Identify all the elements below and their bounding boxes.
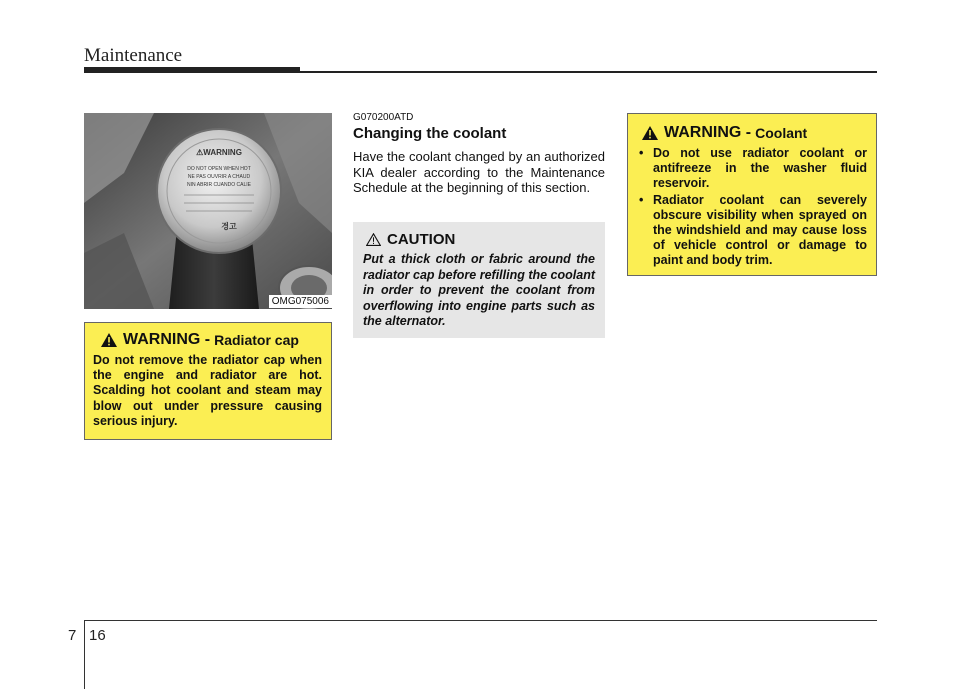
page-number: 16: [89, 627, 106, 644]
warning-coolant-list: [636, 146, 867, 268]
list-item: • Radiator coolant can severely obscure visibility when sprayed on the windshield and may cause loss of vehicle control or damage to paint and body trim.: [636, 193, 867, 268]
caution-box: [353, 222, 605, 338]
caution-text: Put a thick cloth or fabric around the radiator cap before refilling the coolant in order to prevent the coolant from overflowing into engine parts such as the alternator.: [363, 252, 595, 328]
warning-coolant-box: [627, 113, 877, 276]
cap-label-line-1: ⚠WARNING: [196, 148, 242, 157]
header-rule-thin: [300, 71, 877, 73]
footer-divider: [84, 620, 85, 689]
warning-radiator-cap-box: [84, 322, 332, 440]
caution-triangle-icon: [366, 233, 381, 246]
cap-label-line-4: NIN ABRIR CUANDO CALIE: [187, 182, 251, 188]
cap-korean-label: 경고: [221, 222, 237, 231]
warning-triangle-icon: [101, 333, 117, 347]
photo-caption: OMG075006: [269, 295, 332, 308]
warning-label: WARNING -: [123, 331, 211, 348]
caution-label: CAUTION: [387, 231, 456, 248]
radiator-cap-photo: [84, 113, 332, 309]
radiator-cap-illustration: [84, 113, 332, 309]
section-code: G070200ATD: [353, 112, 414, 123]
warning-label: WARNING -: [664, 124, 752, 141]
footer-rule: [84, 620, 877, 621]
cap-label-line-3: NE PAS OUVRIR A CHAUD: [187, 174, 251, 180]
section-body: Have the coolant changed by an authorized KIA dealer according to the Maintenance Schedule at the beginning of this section.: [353, 149, 605, 196]
page-header-title: Maintenance: [84, 45, 183, 66]
warning-subject: Coolant: [755, 125, 808, 141]
header-rule-thick: [84, 67, 300, 73]
warning-subject: Radiator cap: [214, 332, 299, 348]
section-title: Changing the coolant: [353, 125, 507, 142]
list-item: • Do not use radiator coolant or antifreeze in the washer fluid reservoir.: [636, 146, 867, 191]
warning-triangle-icon: [642, 126, 658, 140]
chapter-number: 7: [68, 627, 77, 644]
warning-radiator-text: Do not remove the radiator cap when the engine and radiator are hot. Scalding hot coolant and steam may blow out under pressure causing serious injury.: [93, 353, 322, 428]
cap-label-line-2: DO NOT OPEN WHEN HOT: [187, 166, 251, 172]
